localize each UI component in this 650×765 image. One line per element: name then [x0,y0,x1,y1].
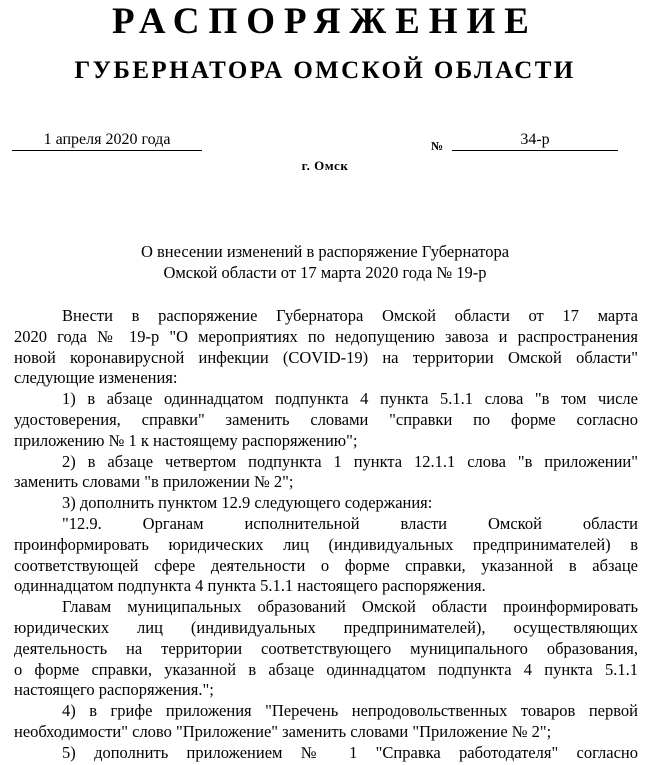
document-number: 34-р [452,130,618,151]
body-line: проинформировать юридических лиц (индивидуальных предпринимателей) в [14,534,638,554]
city-name: г. Омск [301,158,349,173]
body-line: приложению № 1 к настоящему распоряжению"; [14,430,358,450]
body-line: о форме справки, указанной в абзаце одиннадцатом подпункта 4 пункта 5.1.1 [14,659,638,679]
body-line: "12.9. Органам исполнительной власти Омской области [62,513,638,533]
body-line: следующие изменения: [14,368,178,388]
body-line: 3) дополнить пунктом 12.9 следующего содержания: [62,493,433,513]
document-type-title: РАСПОРЯЖЕНИЕ [111,1,538,42]
body-line: соответствующей сфере деятельности о форме справки, указанной в абзаце [14,555,638,575]
issuing-authority-title: ГУБЕРНАТОРА ОМСКОЙ ОБЛАСТИ [74,57,576,84]
heading-line: Омской области от 17 марта 2020 года № 19-р [163,263,487,282]
heading-line: О внесении изменений в распоряжение Губернатора [140,242,510,261]
body-line: деятельность на территории соответствующего муниципального образования, [14,638,638,658]
body-line: настоящего распоряжения."; [14,680,214,700]
document-date: 1 апреля 2020 года [12,130,202,151]
document-body [14,306,638,764]
body-line: необходимости" слово "Приложение" заменить словами "Приложение № 2"; [14,721,552,741]
body-line: юридических лиц (индивидуальных предпринимателей), осуществляющих [14,617,638,637]
number-sign: № [431,139,444,153]
body-line: 4) в грифе приложения "Перечень непродовольственных товаров первой [62,701,638,721]
body-line: новой коронавирусной инфекции (COVID-19) на территории Омской области" [14,347,638,367]
document-heading [0,241,650,283]
body-line: 5) дополнить приложением № 1 "Справка работодателя" согласно [62,742,638,762]
body-line: удостоверения, справки" заменить словами "справки по форме согласно [14,409,638,429]
body-line: 2) в абзаце четвертом подпункта 1 пункта 12.1.1 слова "в приложении" [62,451,638,471]
body-line: одиннадцатом подпункта 4 пункта 5.1.1 настоящего распоряжения. [14,576,486,596]
body-line: Внести в распоряжение Губернатора Омской области от 17 марта [62,306,638,325]
body-line: Главам муниципальных образований Омской области проинформировать [62,597,638,617]
body-line: заменить словами "в приложении № 2"; [14,472,294,492]
body-line: 2020 года № 19-р "О мероприятиях по недопущению завоза и распространения [14,326,638,346]
body-line: 1) в абзаце одиннадцатом подпункта 4 пункта 5.1.1 слова "в том числе [62,389,638,409]
